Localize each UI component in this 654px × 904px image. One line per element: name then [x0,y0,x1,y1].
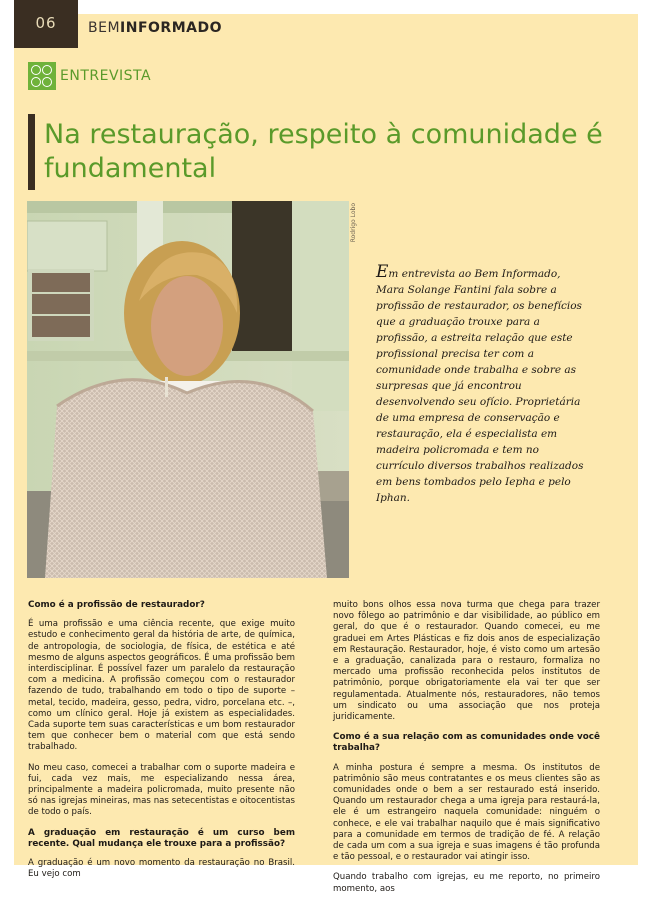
magazine-name [88,20,222,36]
magazine-name-part2: INFORMADO [120,20,222,36]
right-column [333,600,600,904]
section-label: ENTREVISTA [60,68,152,84]
intro-text [376,264,586,506]
headline-bar [28,114,35,190]
section-header [28,62,151,90]
photo-credit: Rodrigo Lobo [350,203,357,243]
drop-letter: E [376,262,389,282]
answer-3: A minha postura é sempre a mesma. Os institutos de patrimônio são meus contratantes e os meus clientes são as comunidades onde o bem a ser restaurado está inserido. Quando um restaurador chega a uma igreja para restaurá-la, ele é um estrangeiro naquela comunidade: ninguém o conhece, e ele vai trabalhar naquilo que é mais significativo para a comunidade em termos de tradição de fé. A relação de cada um com a sua igreja e suas imagens é tão profunda e tão pessoal, e o restaurador vai atingir isso. [333,762,600,863]
answer-1: É uma profissão e uma ciência recente, que exige muito estudo e conhecimento geral da história de arte, de química, de antropologia, de sociologia, de física, de estética e até mesmo de alguns aspectos geográficos. É uma profissão bem interdisciplinar. É possível fazer um paralelo da restauração com a medicina. A profissão começou com o restaurador fazendo de tudo, trabalhando em todo o tipo de suporte – metal, tecido, madeira, gesso, pedra, vidro, porcelana etc. –, como um clínico geral. Hoje já existem as especialidades. Cada suporte tem suas características e um bom restaurador tem que conhecer bem o material com que está sendo trabalhado. [28,619,295,753]
portrait-illustration [27,201,349,578]
intro-body: m entrevista ao Bem Informado, Mara Solange Fantini fala sobre a profissão de restaurador, os benefícios que a graduação trouxe para a profissão, a estreita relação que este profissional precisa ter com a comunidade onde trabalha e sobre as surpresas que já encontrou desenvolvendo seu ofício. Proprietária de uma empresa de conservação e restauração, ela é especialista em madeira policromada e tem no currículo diversos trabalhos realizados em bens tombados pelo Iepha e pelo Iphan. [376,268,584,504]
question-1: Como é a profissão de restaurador? [28,600,205,610]
answer-2-continued: muito bons olhos essa nova turma que chega para trazer novo fôlego ao patrimônio e dar visibilidade, ao público em geral, do que é o restaurador. Quando comecei, eu me graduei em Artes Plásticas e fiz dois anos de especialização em Restauração. Restaurador, hoje, é visto como um artesão e a graduação, canalizada para o restauro, formaliza no mercado uma profissão reconhecida pelos institutos de patrimônio, porque obrigatoriamente ela vai ter que ser regulamentada. Atualmente nós, restauradores, não temos um sindicato ou uma associação que nos proteja juridicamente. [333,600,600,723]
answer-1-continued: No meu caso, comecei a trabalhar com o suporte madeira e fui, cada vez mais, me especializando nessa área, principalmente a madeira policromada, muito presente não só nas igrejas mineiras, mas nas setecentistas e oitocentistas de todo o país. [28,762,295,818]
answer-2-start: A graduação é um novo momento da restauração no Brasil. Eu vejo com [28,858,295,880]
question-3: Como é a sua relação com as comunidades onde você trabalha? [333,732,600,754]
people-icon [28,62,56,90]
magazine-name-part1: BEM [88,20,121,36]
interview-photo [27,201,349,578]
answer-3-continued: Quando trabalho com igrejas, eu me reporto, no primeiro momento, aos [333,872,600,894]
headline: Na restauração, respeito à comunidade é fundamental [44,119,603,184]
question-2: A graduação em restauração é um curso bem recente. Qual mudança ele trouxe para a profissão? [28,827,295,849]
page-number: 06 [14,0,78,48]
left-column [28,600,295,889]
